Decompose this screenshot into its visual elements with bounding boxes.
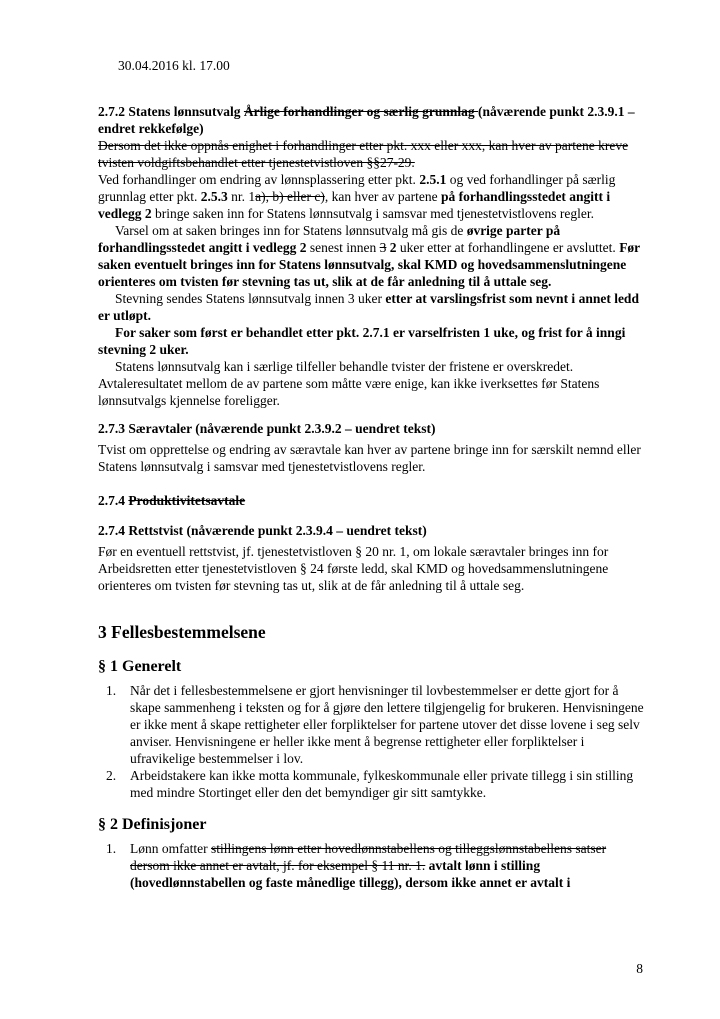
- paragraph-deleted-dersom: Dersom det ikke oppnås enighet i forhandlinger etter pkt. xxx eller xxx, kan hver av partene kreve tvisten voldgiftsbehandlet etter tjenestetvistloven §§27-29.: [98, 138, 629, 170]
- list-item: [98, 767, 648, 801]
- list-item-number: 1.: [106, 683, 117, 698]
- paragraph-for-en-eventuell: Før en eventuell rettstvist, jf. tjenestetvistloven § 20 nr. 1, om lokale særavtaler bringes inn for Arbeidsretten etter tjenestetvistloven § 24 første ledd, skal KMD og hovedsammenslutningene orienteres om tvisten før stevning tas ut, slik at de får anledning til å uttale seg.: [98, 544, 609, 593]
- list-item: [98, 682, 648, 767]
- heading-paragraf-2-definisjoner: § 2 Definisjoner: [98, 816, 207, 833]
- heading-2-7-4-produktivitetsavtale-deleted: 2.7.4 Produktivitetsavtale: [98, 493, 246, 508]
- list-item-text: Lønn omfatter stillingens lønn etter hovedlønnstabellens og tilleggslønnstabellens satser dersom ikke annet er avtalt, jf. for eksempel § 11 nr. 1. avtalt lønn i stilling (hovedlønnstabellen og faste månedlige tillegg), dersom ikke annet er avtalt i: [130, 841, 607, 890]
- heading-2-7-2-statens-lonnsutvalg: 2.7.2 Statens lønnsutvalg Årlige forhandlinger og særlig grunnlag (nåværende punkt 2.3.9.1 – endret rekkefølge): [98, 104, 635, 136]
- header-date: 30.04.2016 kl. 17.00: [118, 58, 230, 73]
- paragraph-statens-lonnsutvalg: Statens lønnsutvalg kan i særlige tilfeller behandle tvister der fristene er overskredet. Avtaleresultatet mellom de av partene som måtte være enige, kan ikke iverksettes før Statens lønnsutvalgs kjennelse foreligger.: [98, 359, 600, 408]
- list-item-text: Arbeidstakere kan ikke motta kommunale, fylkeskommunale eller private tillegg i sin stilling med mindre Stortinget eller den det bemyndiger gir sitt samtykke.: [130, 768, 634, 800]
- page-number: 8: [636, 961, 643, 976]
- list-item-number: 1.: [106, 841, 117, 856]
- heading-2-7-3-saeravtaler: 2.7.3 Særavtaler (nåværende punkt 2.3.9.2 – uendret tekst): [98, 421, 436, 436]
- list-item-number: 2.: [106, 768, 117, 783]
- paragraph-tvist: Tvist om opprettelse og endring av særavtale kan hver av partene bringe inn for særskilt nemnd eller Statens lønnsutvalg i samsvar med tjenestetvistlovens regler.: [98, 442, 641, 474]
- paragraph-varsel: Varsel om at saken bringes inn for Statens lønnsutvalg må gis de øvrige parter på forhandlingsstedet angitt i vedlegg 2 senest innen 3 2 uker etter at forhandlingene er avsluttet. Før saken eventuelt bringes inn for Statens lønnsutvalg, skal KMD og hovedsammenslutningene orienteres om tvisten før stevning tas ut, slik at de får anledning til å uttale seg.: [98, 223, 640, 289]
- paragraph-ved-forhandlinger: Ved forhandlinger om endring av lønnsplassering etter pkt. 2.5.1 og ved forhandlinger på særlig grunnlag etter pkt. 2.5.3 nr. 1a), b) eller c), kan hver av partene på forhandlingsstedet angitt i vedlegg 2 bringe saken inn for Statens lønnsutvalg i samsvar med tjenestetvistlovens regler.: [98, 172, 616, 221]
- heading-2-7-4-rettstvist: 2.7.4 Rettstvist (nåværende punkt 2.3.9.4 – uendret tekst): [98, 523, 427, 538]
- heading-3-fellesbestemmelsene: 3 Fellesbestemmelsene: [98, 622, 266, 642]
- paragraph-for-saker: For saker som først er behandlet etter pkt. 2.7.1 er varselfristen 1 uke, og frist for å inngi stevning 2 uker.: [98, 325, 626, 357]
- document-body: [98, 57, 648, 891]
- heading-paragraf-1-generelt: § 1 Generelt: [98, 658, 182, 675]
- list-item: [98, 840, 648, 891]
- list-definisjoner: [98, 840, 648, 891]
- paragraph-stevning: Stevning sendes Statens lønnsutvalg innen 3 uker etter at varslingsfrist som nevnt i annet ledd er utløpt.: [98, 291, 639, 323]
- list-item-text: Når det i fellesbestemmelsene er gjort henvisninger til lovbestemmelser er dette gjort for å skape sammenheng i teksten og for å gjøre den lettere tilgjengelig for brukeren. Henvisningene er ikke ment å skape rettigheter eller forpliktelser for partene utover det disse lovene i seg selv anviser. Henvisningene er heller ikke ment å begrense rettigheter eller forpliktelser i ufravikelige bestemmelser i lov.: [130, 683, 644, 766]
- list-generelt: [98, 682, 648, 801]
